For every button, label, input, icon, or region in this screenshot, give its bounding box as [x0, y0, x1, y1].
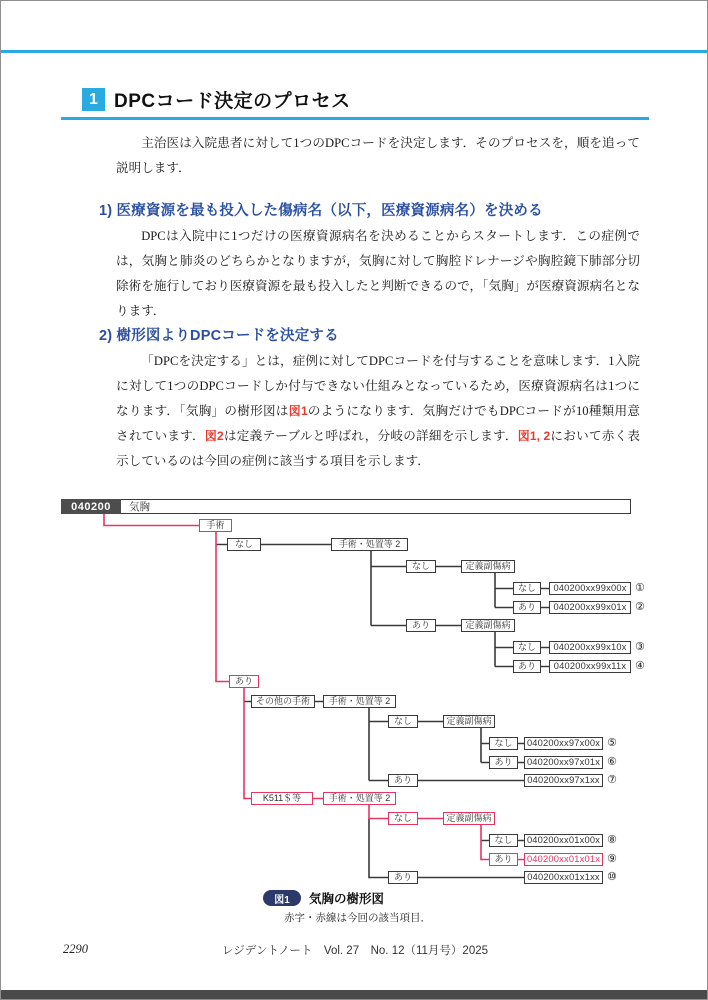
section-title: DPCコード決定のプロセス	[114, 91, 351, 112]
code-mark-5: ⑤	[607, 737, 617, 749]
node-proc2a-yes: あり	[406, 619, 436, 632]
text-run: は定義テーブルと呼ばれ，分岐の詳細を示します．	[223, 429, 518, 443]
dpc-code-9-highlighted: 040200xx01x01x	[524, 853, 603, 866]
node-leaf-yes-4: あり	[489, 853, 518, 866]
node-comorbidity-2: 定義副傷病	[461, 619, 515, 632]
code-mark-9: ⑨	[607, 853, 617, 865]
code-mark-7: ⑦	[607, 774, 617, 786]
node-proc2-b: 手術・処置等 2	[323, 695, 396, 708]
node-leaf-no-1: なし	[513, 582, 541, 595]
tree-header-disease: 気胸	[121, 499, 631, 514]
figure-title: 気胸の樹形図	[309, 892, 385, 906]
tree-connector-lines	[61, 496, 656, 888]
node-other-surgery: その他の手術	[251, 695, 315, 708]
node-comorbidity-4: 定義副傷病	[443, 812, 495, 825]
section-number-box: 1	[82, 88, 105, 111]
dpc-code-2: 040200xx99x01x	[549, 601, 631, 614]
dpc-code-1: 040200xx99x00x	[549, 582, 631, 595]
intro-paragraph: 主治医は入院患者に対して1つのDPCコードを決定します．そのプロセスを，順を追って説明します．	[116, 136, 640, 175]
figure-note: 赤字・赤線は今回の該当項目．	[284, 913, 431, 924]
node-leaf-yes-3: あり	[489, 756, 518, 769]
dpc-code-5: 040200xx97x00x	[524, 737, 603, 750]
code-mark-1: ①	[635, 582, 645, 594]
figure-2-reference: 図2	[204, 429, 224, 443]
dpc-code-3: 040200xx99x10x	[549, 641, 631, 654]
dpc-code-8: 040200xx01x00x	[524, 834, 603, 847]
dpc-code-6: 040200xx97x01x	[524, 756, 603, 769]
subsection-1-heading: 1) 医療資源を最も投入した傷病名（以下，医療資源病名）を決める	[99, 203, 543, 219]
node-surgery-no: なし	[227, 538, 261, 551]
figure-1-2-reference: 図1, 2	[517, 429, 551, 443]
text-run: において赤く表示しているのは今回の症例に該当する項目を示します．	[116, 429, 640, 468]
code-mark-2: ②	[635, 601, 645, 613]
node-leaf-yes-1: あり	[513, 601, 541, 614]
node-surgery: 手術	[199, 519, 232, 532]
code-mark-8: ⑧	[607, 834, 617, 846]
node-leaf-no-3: なし	[489, 737, 518, 750]
subsection-2-paragraph	[116, 349, 640, 474]
text-run: 「DPCを決定する」とは，症例に対してDPCコードを付与することを意味します．1入院に対して1つのDPCコードしか付与できない仕組みとなっているため，医療資源病名は1つになります．「気胸」の樹形図は	[116, 354, 640, 418]
dpc-code-10: 040200xx01x1xx	[524, 871, 603, 884]
node-proc2-a: 手術・処置等 2	[331, 538, 408, 551]
dpc-code-7: 040200xx97x1xx	[524, 774, 603, 787]
subsection-2-heading: 2) 樹形図よりDPCコードを決定する	[99, 328, 339, 344]
node-k511: K511＄等	[251, 792, 313, 805]
footer-page-number: 2290	[63, 942, 88, 956]
text-run: のようになります．気胸だけでもDPCコードが10種類用意されています．	[116, 404, 640, 443]
footer-journal-info: レジデントノート Vol. 27 No. 12（11月号）2025	[221, 945, 489, 957]
dpc-decision-tree	[61, 496, 656, 888]
node-comorbidity-3: 定義副傷病	[443, 715, 495, 728]
figure-1-reference: 図1	[288, 404, 308, 418]
code-mark-4: ④	[635, 660, 645, 672]
node-leaf-yes-2: あり	[513, 660, 541, 673]
code-mark-6: ⑥	[607, 756, 617, 768]
tree-header-code: 040200	[61, 499, 121, 514]
dpc-code-4: 040200xx99x11x	[549, 660, 631, 673]
node-surgery-yes: あり	[229, 675, 259, 688]
node-proc2a-no: なし	[406, 560, 436, 573]
node-leaf-no-4: なし	[489, 834, 518, 847]
section-title-row	[82, 86, 351, 113]
node-comorbidity-1: 定義副傷病	[461, 560, 515, 573]
code-mark-10: ⑩	[607, 871, 617, 883]
code-mark-3: ③	[635, 641, 645, 653]
node-leaf-no-2: なし	[513, 641, 541, 654]
top-cyan-rule	[1, 50, 708, 53]
node-proc2b-no: なし	[388, 715, 418, 728]
figure-label-pill: 図1	[263, 890, 301, 906]
node-proc2b-yes: あり	[388, 774, 418, 787]
section-title-underline	[61, 117, 649, 120]
node-proc2-c: 手術・処置等 2	[323, 792, 396, 805]
node-proc2c-no: なし	[388, 812, 418, 825]
tree-header	[61, 499, 631, 514]
subsection-1-paragraph: DPCは入院中に1つだけの医療資源病名を決めることからスタートします．この症例では，気胸と肺炎のどちらかとなりますが，気胸に対して胸腔ドレナージや胸腔鏡下肺部分切除術を施行しており医療資源を最も投入したと判断できるので，「気胸」が医療資源病名となります．	[116, 229, 640, 318]
figure-caption	[263, 889, 384, 907]
node-proc2c-yes: あり	[388, 871, 418, 884]
page-bottom-edge	[1, 990, 708, 999]
